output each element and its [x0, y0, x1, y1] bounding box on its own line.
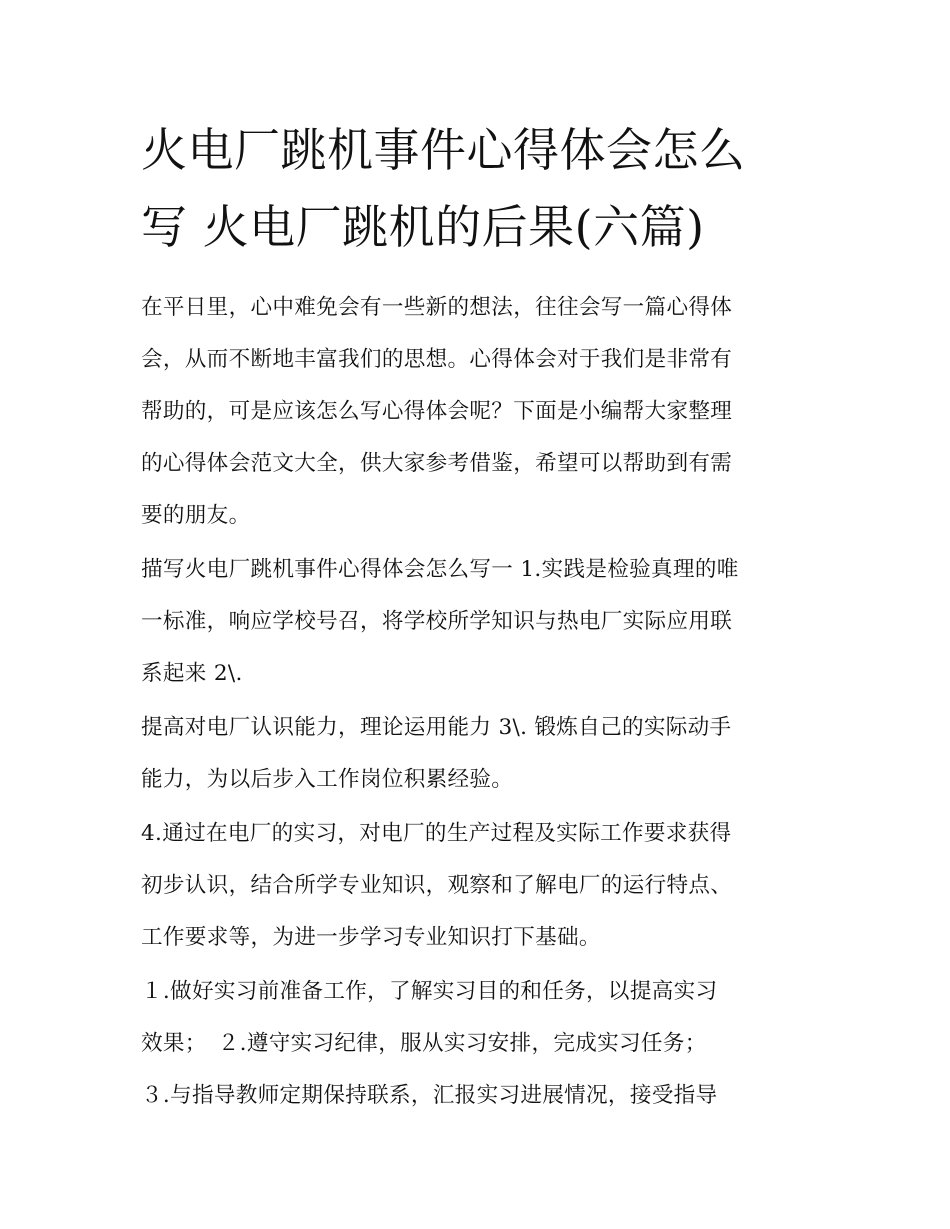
document-title	[141, 112, 813, 266]
text-line: 一标准，响应学校号召，将学校所学知识与热电厂实际应用联	[141, 609, 733, 634]
text-line: 提高对电厂认识能力，理论运用能力 3\. 锻炼自己的实际动手	[141, 715, 732, 740]
paragraph-section-one	[141, 544, 813, 700]
paragraph-intro	[141, 282, 813, 542]
document-content	[141, 112, 813, 1124]
paragraph-ability	[141, 702, 813, 806]
text-line: 帮助的，可是应该怎么写心得体会呢？下面是小编帮大家整理	[141, 399, 733, 424]
text-line: 描写火电厂跳机事件心得体会怎么写一 1.实践是检验真理的唯	[141, 557, 739, 582]
text-line: 系起来 2\.	[141, 661, 243, 686]
text-line: 效果； ２.遵守实习纪律，服从实习安排，完成实习任务；	[141, 1031, 707, 1056]
text-line: ３.与指导教师定期保持联系，汇报实习进展情况，接受指导	[141, 1083, 718, 1108]
text-line: １.做好实习前准备工作，了解实习目的和任务，以提高实习	[141, 979, 718, 1004]
text-line: 会，从而不断地丰富我们的思想。心得体会对于我们是非常有	[141, 347, 733, 372]
text-line: 的心得体会范文大全，供大家参考借鉴，希望可以帮助到有需	[141, 451, 733, 476]
text-line: 初步认识，结合所学专业知识，观察和了解电厂的运行特点、	[141, 873, 733, 898]
document-body	[141, 282, 813, 1122]
text-line: 能力，为以后步入工作岗位积累经验。	[141, 767, 514, 792]
text-line: 要的朋友。	[141, 503, 251, 528]
title-line: 火电厂跳机事件心得体会怎么	[141, 123, 746, 177]
text-line: 工作要求等，为进一步学习专业知识打下基础。	[141, 925, 601, 950]
text-line: 4.通过在电厂的实习，对电厂的生产过程及实际工作要求获得	[141, 821, 732, 846]
text-line: 在平日里，心中难免会有一些新的想法，往往会写一篇心得体	[141, 295, 733, 320]
title-line: 写 火电厂跳机的后果(六篇)	[141, 200, 705, 254]
paragraph-requirements	[141, 966, 813, 1122]
paragraph-point-four	[141, 808, 813, 964]
